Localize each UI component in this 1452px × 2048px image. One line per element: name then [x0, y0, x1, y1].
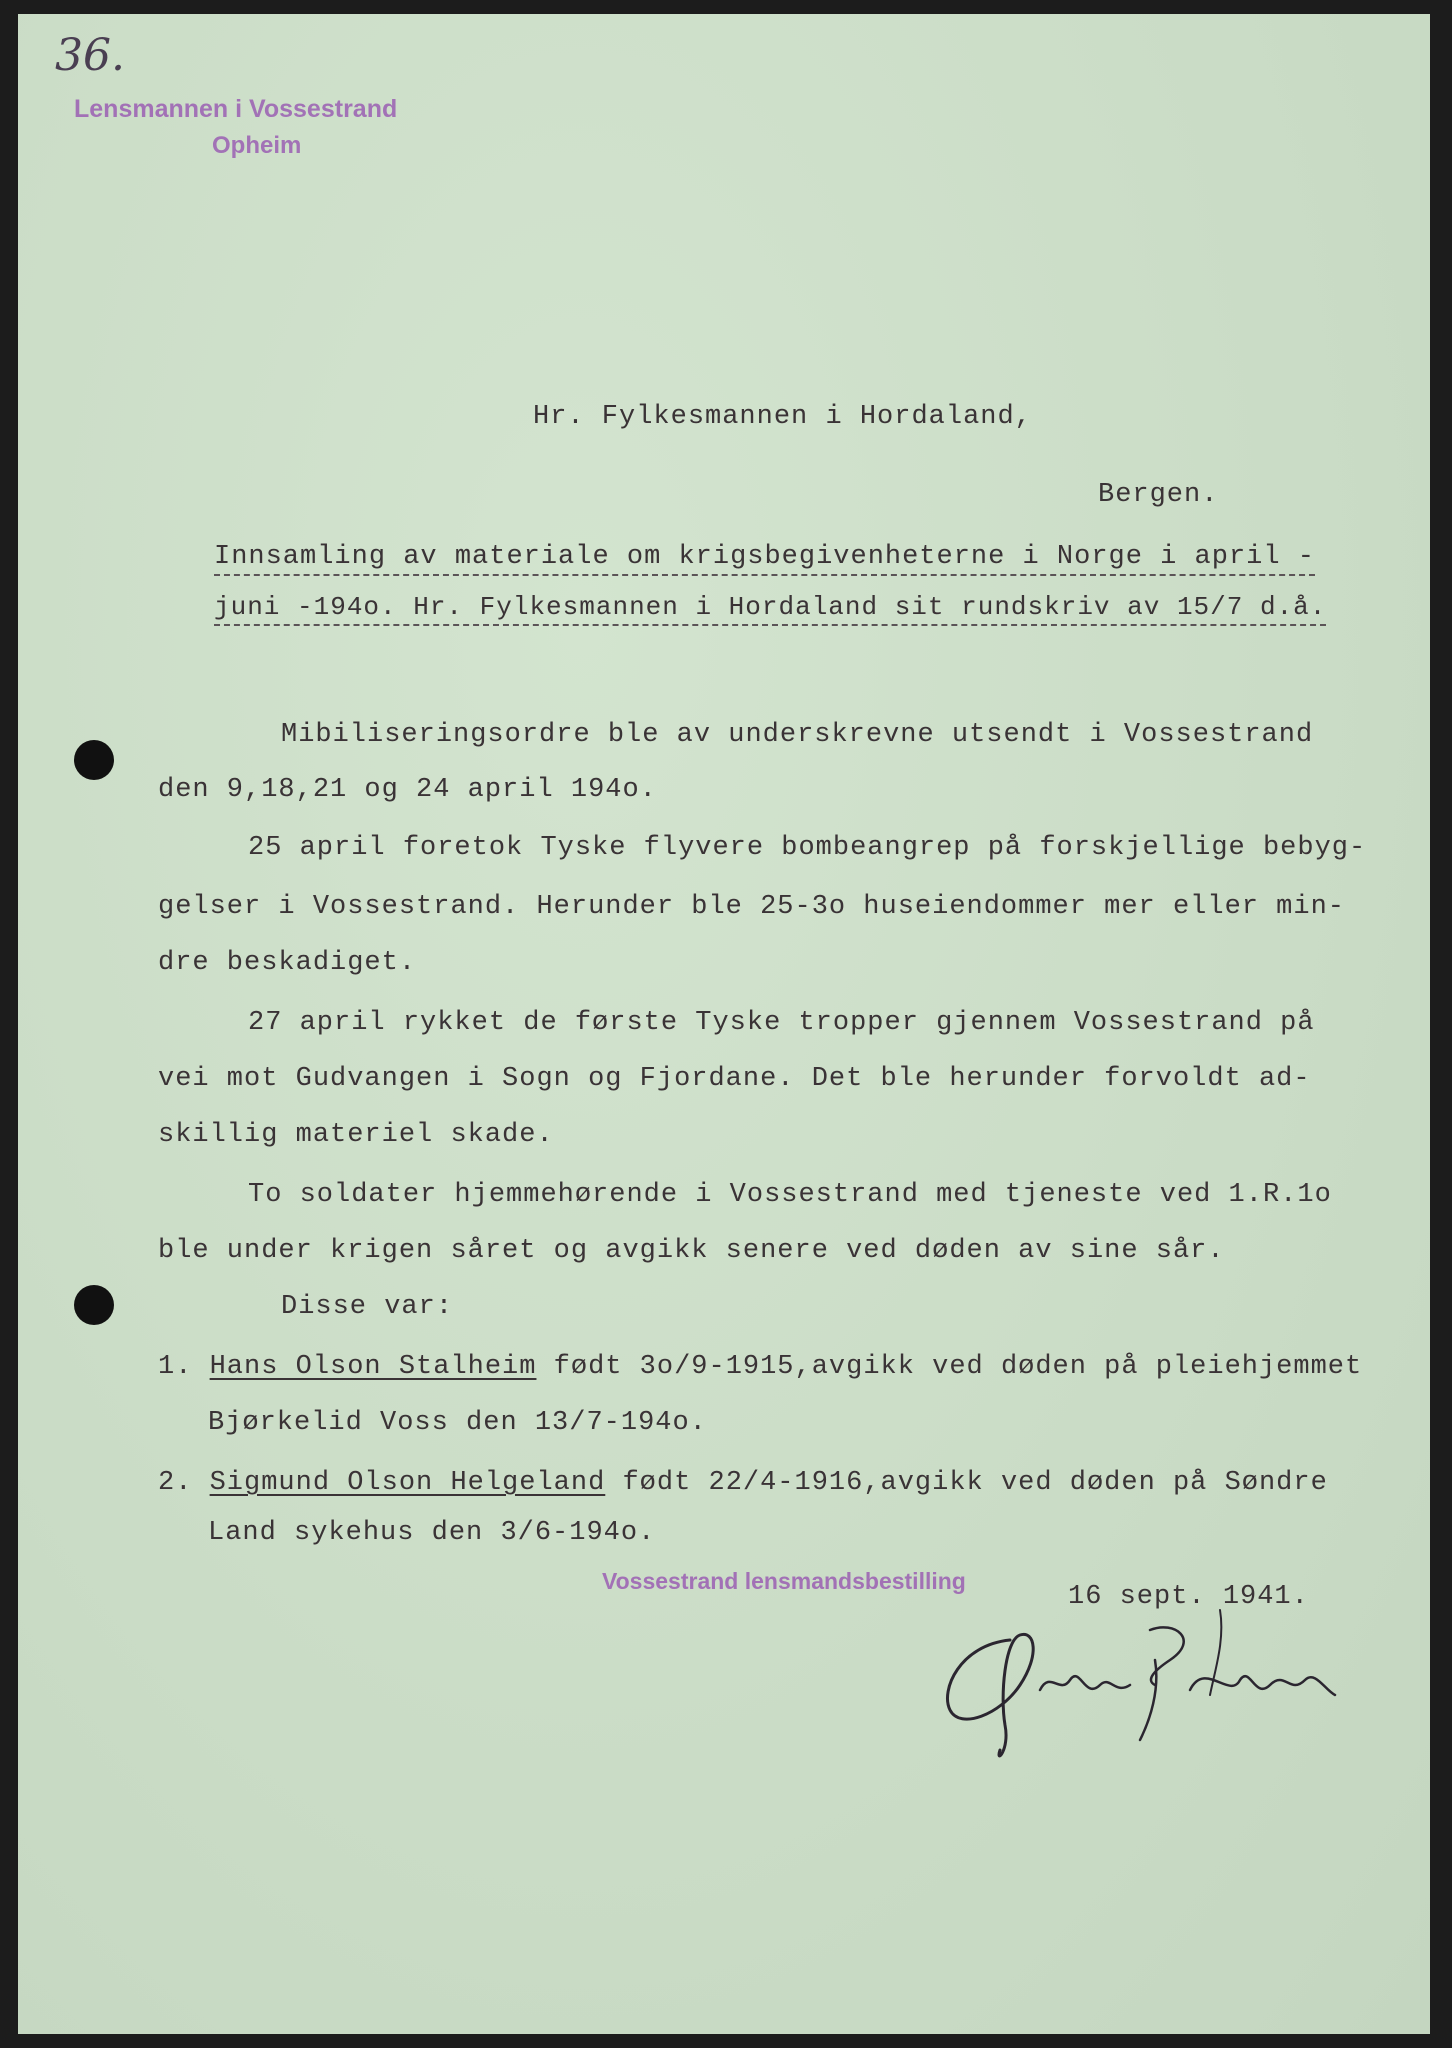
punch-hole [74, 1285, 114, 1325]
punch-hole [74, 740, 114, 780]
signature [940, 1600, 1340, 1770]
list-item [158, 1468, 1328, 1498]
list-text: født 3o/9-1915,avgikk ved døden på pleiehjemmet [536, 1352, 1363, 1382]
list-item-continuation: Bjørkelid Voss den 13/7-194o. [208, 1408, 707, 1438]
subject-line1: Innsamling av materiale om krigsbegivenheterne i Norge i april - [214, 542, 1315, 572]
list-item [158, 1352, 1362, 1382]
header-stamp-line2: Opheim [212, 132, 302, 159]
paragraph-line: gelser i Vossestrand. Herunder ble 25-3o huseiendommer mer eller min- [158, 892, 1345, 922]
paragraph-line: Disse var: [281, 1292, 454, 1322]
paragraph-line: den 9,18,21 og 24 april 194o. [158, 775, 657, 805]
paragraph-line: ble under krigen såret og avgikk senere ved døden av sine sår. [158, 1236, 1225, 1266]
paragraph-line: skillig materiel skade. [158, 1120, 554, 1150]
subject-line2: juni -194o. Hr. Fylkesmannen i Hordaland sit rundskriv av 15/7 d.å. [214, 592, 1326, 622]
paragraph-line: 27 april rykket de første Tyske tropper gjennem Vossestrand på [248, 1008, 1315, 1038]
list-number: 1. [158, 1352, 193, 1382]
recipient-name: Hr. Fylkesmannen i Hordaland, [533, 402, 1032, 432]
list-name: Hans Olson Stalheim [209, 1352, 537, 1382]
paragraph-line: 25 april foretok Tyske flyvere bombeangrep på forskjellige bebyg- [248, 833, 1367, 863]
archive-number: 36. [55, 30, 125, 81]
office-stamp: Vossestrand lensmandsbestilling [602, 1568, 966, 1594]
letter-date: 16 sept. 1941. [1068, 1582, 1309, 1612]
paragraph-line: vei mot Gudvangen i Sogn og Fjordane. Det ble herunder forvoldt ad- [158, 1064, 1311, 1094]
recipient-city: Bergen. [1098, 480, 1219, 510]
paragraph-line: dre beskadiget. [158, 948, 417, 978]
list-item-continuation: Land sykehus den 3/6-194o. [208, 1518, 656, 1548]
paragraph-line: Mibiliseringsordre ble av underskrevne utsendt i Vossestrand [281, 720, 1314, 750]
list-number: 2. [158, 1468, 193, 1498]
list-text: født 22/4-1916,avgikk ved døden på Søndre [605, 1468, 1328, 1498]
paragraph-line: To soldater hjemmehørende i Vossestrand med tjeneste ved 1.R.1o [248, 1180, 1332, 1210]
header-stamp-line1: Lensmannen i Vossestrand [74, 95, 398, 123]
list-name: Sigmund Olson Helgeland [209, 1468, 606, 1498]
